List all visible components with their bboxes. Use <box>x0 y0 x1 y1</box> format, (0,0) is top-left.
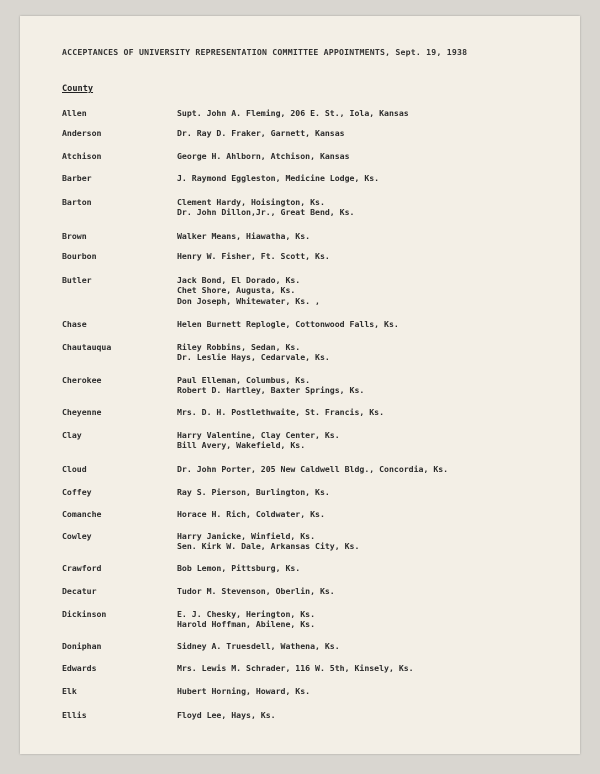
appointee-entry: Jack Bond, El Dorado, Ks. <box>177 275 301 285</box>
appointee-entry: Hubert Horning, Howard, Ks. <box>177 686 311 696</box>
appointee-entry: Harry Janicke, Winfield, Ks. <box>177 531 316 541</box>
appointee-entry: Clement Hardy, Hoisington, Ks. <box>177 197 325 207</box>
appointee-list <box>177 197 537 218</box>
appointee-entry: Bob Lemon, Pittsburg, Ks. <box>177 563 301 573</box>
appointee-list <box>177 531 537 552</box>
appointee-entry: Dr. John Dillon,Jr., Great Bend, Ks. <box>177 207 355 218</box>
appointee-entry: Dr. Ray D. Fraker, Garnett, Kansas <box>177 128 345 138</box>
appointee-entry: Chet Shore, Augusta, Ks. <box>177 285 296 296</box>
appointee-list <box>177 464 537 474</box>
appointee-entry: George H. Ahlborn, Atchison, Kansas <box>177 151 350 161</box>
county-name: Cloud <box>62 464 87 474</box>
appointee-entry: Riley Robbins, Sedan, Ks. <box>177 342 301 352</box>
county-name: Comanche <box>62 509 102 519</box>
county-name: Cheyenne <box>62 407 102 417</box>
appointee-list <box>177 686 537 696</box>
county-name: Allen <box>62 108 87 118</box>
appointee-entry: Tudor M. Stevenson, Oberlin, Ks. <box>177 586 335 596</box>
appointee-list <box>177 375 537 396</box>
appointee-list <box>177 407 537 417</box>
appointee-list <box>177 641 537 651</box>
county-name: Atchison <box>62 151 102 161</box>
county-name: Brown <box>62 231 87 241</box>
document-title: ACCEPTANCES OF UNIVERSITY REPRESENTATION COMMITTEE APPOINTMENTS, Sept. 19, 1938 <box>62 47 468 57</box>
appointee-list <box>177 151 537 161</box>
appointee-list <box>177 319 537 329</box>
appointee-entry: Robert D. Hartley, Baxter Springs, Ks. <box>177 385 365 396</box>
county-name: Butler <box>62 275 92 285</box>
appointee-list <box>177 275 537 306</box>
appointee-entry: Helen Burnett Replogle, Cottonwood Falls, Ks. <box>177 319 399 329</box>
county-column-header: County <box>62 84 94 94</box>
county-name: Elk <box>62 686 77 696</box>
appointee-entry: Horace H. Rich, Coldwater, Ks. <box>177 509 325 519</box>
county-name: Cowley <box>62 531 92 541</box>
appointee-list <box>177 251 537 261</box>
appointee-list <box>177 487 537 497</box>
county-name: Bourbon <box>62 251 97 261</box>
appointee-entry: Bill Avery, Wakefield, Ks. <box>177 440 306 451</box>
appointee-entry: Harold Hoffman, Abilene, Ks. <box>177 619 316 630</box>
appointee-list <box>177 563 537 573</box>
appointee-list <box>177 342 537 363</box>
appointee-entry: Ray S. Pierson, Burlington, Ks. <box>177 487 330 497</box>
appointee-list <box>177 108 537 118</box>
county-name: Chase <box>62 319 87 329</box>
appointee-entry: Henry W. Fisher, Ft. Scott, Ks. <box>177 251 330 261</box>
appointee-entry: Mrs. Lewis M. Schrader, 116 W. 5th, Kinsely, Ks. <box>177 663 414 673</box>
appointee-entry: Floyd Lee, Hays, Ks. <box>177 710 276 720</box>
county-name: Ellis <box>62 710 87 720</box>
county-name: Doniphan <box>62 641 102 651</box>
appointee-entry: Supt. John A. Fleming, 206 E. St., Iola, Kansas <box>177 108 409 118</box>
county-name: Dickinson <box>62 609 107 619</box>
appointee-list <box>177 609 537 630</box>
county-name: Edwards <box>62 663 97 673</box>
county-name: Coffey <box>62 487 92 497</box>
appointee-entry: J. Raymond Eggleston, Medicine Lodge, Ks. <box>177 173 380 183</box>
appointee-entry: Mrs. D. H. Postlethwaite, St. Francis, Ks. <box>177 407 385 417</box>
appointee-list <box>177 586 537 596</box>
county-name: Barton <box>62 197 92 207</box>
appointee-entry: Harry Valentine, Clay Center, Ks. <box>177 430 340 440</box>
appointee-list <box>177 231 537 241</box>
appointee-entry: E. J. Chesky, Herington, Ks. <box>177 609 316 619</box>
appointee-entry: Walker Means, Hiawatha, Ks. <box>177 231 311 241</box>
county-name: Clay <box>62 430 82 440</box>
appointee-entry: Paul Elleman, Columbus, Ks. <box>177 375 311 385</box>
appointee-list <box>177 430 537 451</box>
appointee-list <box>177 128 537 138</box>
appointee-entry: Sidney A. Truesdell, Wathena, Ks. <box>177 641 340 651</box>
appointee-entry: Sen. Kirk W. Dale, Arkansas City, Ks. <box>177 541 360 552</box>
appointee-entry: Don Joseph, Whitewater, Ks. , <box>177 295 320 306</box>
appointee-list <box>177 710 537 720</box>
appointee-entry: Dr. Leslie Hays, Cedarvale, Ks. <box>177 352 330 363</box>
county-name: Anderson <box>62 128 102 138</box>
appointee-list <box>177 173 537 183</box>
appointee-entry: Dr. John Porter, 205 New Caldwell Bldg., Concordia, Ks. <box>177 464 449 474</box>
county-name: Crawford <box>62 563 102 573</box>
county-name: Barber <box>62 173 92 183</box>
county-name: Cherokee <box>62 375 102 385</box>
appointee-list <box>177 663 537 673</box>
appointee-list <box>177 509 537 519</box>
county-name: Decatur <box>62 586 97 596</box>
county-name: Chautauqua <box>62 342 112 352</box>
